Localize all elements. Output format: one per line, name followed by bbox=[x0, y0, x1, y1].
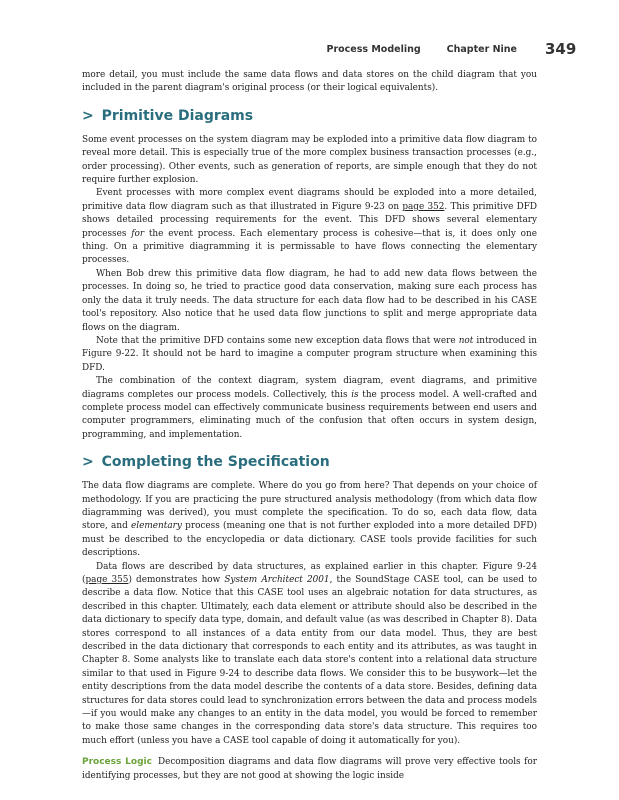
heading-text: Completing the Specification bbox=[101, 454, 330, 471]
body-text bbox=[82, 69, 537, 783]
page-link[interactable]: page 355 bbox=[85, 575, 129, 585]
paragraph: When Bob drew this primitive data flow diagram, he had to add new data flows between the processes. In doing so, he tried to practice good data conservation, making sure each process has only the data it truly needs. The data structure for each data flow had to be described in his CASE tool's repository. Also notice that he used data flow junctions to split and merge appropriate data flows on the diagram. bbox=[82, 268, 537, 333]
paragraph: The combination of the context diagram, system diagram, event diagrams, and primitive diagrams completes our process models. Collectively, this is the process model. A well-crafted and complete process model can effectively communicate business requirements between end users and computer programmers, eliminating much of the confusion that often occurs in system design, programming, and implementation. bbox=[82, 376, 537, 440]
paragraph: Some event processes on the system diagram may be exploded into a primitive data flow diagram to reveal more detail. This is especially true of the more complex business transaction processes (e.g., order processing). Other events, such as generation of reports, are simple enough that they do not require further explosion. bbox=[82, 134, 537, 186]
heading-text: Primitive Diagrams bbox=[101, 107, 254, 124]
running-head bbox=[0, 44, 537, 55]
heading-marker: > bbox=[82, 454, 94, 471]
heading-marker: > bbox=[82, 107, 94, 124]
paragraph: Event processes with more complex event diagrams should be exploded into a more detailed, primitive data flow diagram such as that illustrated in Figure 9-23 on page 352. This primitive DFD shows detailed processing requirements for the event. This DFD shows several elementary processes for the event process. Each elementary process is cohesive—that is, it does only one thing. On a primitive diagramming it is permissable to have flows connecting the elementary processes. bbox=[82, 188, 537, 266]
paragraph: The data flow diagrams are complete. Where do you go from here? That depends on your choice of methodology. If you are practicing the pure structured analysis methodology (from which data flow diagramming was derived), you must complete the specification. To do so, each data flow, data store, and elementary process (meaning one that is not further exploded into a more detailed DFD) must be described to the encyclopedia or data dictionary. CASE tools provide facilities for such descriptions. bbox=[82, 481, 537, 559]
heading-completing-specification bbox=[82, 454, 537, 470]
running-head-chapter: Chapter Nine bbox=[446, 44, 517, 55]
intro-paragraph: more detail, you must include the same data flows and data stores on the child diagram that you included in the parent diagram's original process (or their logical equivalents). bbox=[82, 70, 537, 94]
side-heading: Process Logic bbox=[82, 757, 152, 768]
heading-primitive-diagrams bbox=[82, 108, 537, 124]
page-link[interactable]: page 352 bbox=[402, 201, 445, 212]
paragraph: Data flows are described by data structures, as explained earlier in this chapter. Figure 9-24 (page 355) demonstrates how System Architect 2001, the SoundStage CASE tool, can be used to describe a data flow. Notice that this CASE tool uses an algebraic notation for data structures, as described in this chapter. Ultimately, each data element or attribute should also be described in the data dictionary to specify data type, domain, and default value (as was described in Chapter 8). Data stores correspond to all instances of a data entity from our data model. Thus, they are best described in the data dictionary that corresponds to each entity and its attributes, as was taught in Chapter 8. Some analysts like to translate each data store's content into a relational data structure similar to that used in Figure 9-24 to describe data flows. We consider this to be busywork—let the entity descriptions from the data model describe the contents of a data store. Besides, defining data structures for data stores could lead to synchronization errors between the data and process models—if you would make any changes to an entity in the data model, you would be forced to remember to make those same changes in the corresponding data store's data structure. This requires too much effort (unless you have a CASE tool capable of doing it automatically for you). bbox=[82, 561, 537, 746]
page-number: 349 bbox=[545, 40, 577, 58]
running-head-section: Process Modeling bbox=[326, 44, 421, 55]
paragraph: Note that the primitive DFD contains some new exception data flows that were not introduced in Figure 9-22. It should not be hard to imagine a computer program structure when examining this DFD. bbox=[82, 335, 537, 373]
paragraph-process-logic: Process Logic Decomposition diagrams and data flow diagrams will prove very effective tools for identifying processes, but they are not good at showing the logic inside bbox=[82, 757, 537, 781]
